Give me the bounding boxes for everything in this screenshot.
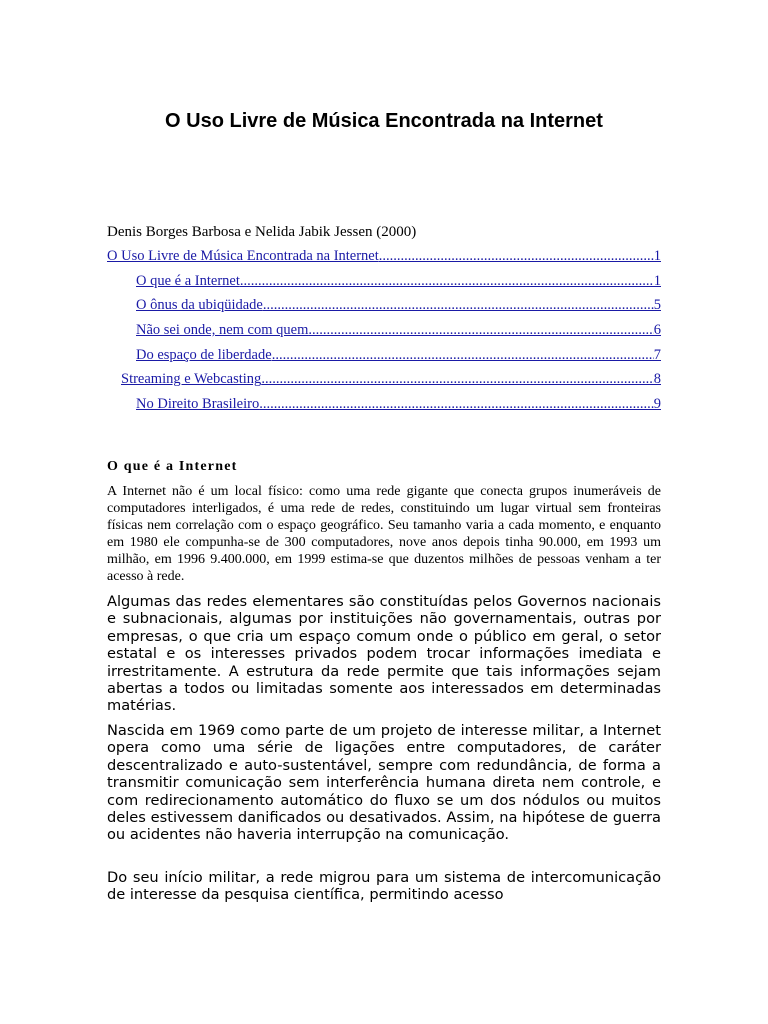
toc-entry-direito-brasileiro[interactable]: [107, 396, 661, 421]
paragraph-1: A Internet não é um local físico: como uma rede gigante que conecta grupos inumeráveis de computadores interligados, é uma rede de redes, constituindo um lugar virtual sem fronteiras físicas nem correlação com o espaço geográfico. Seu tamanho varia a cada momento, e enquanto em 1980 ele compunha-se de 300 computadores, nove anos depois tinha 90.000, em 1993 um milhão, em 1996 9.400.000, em 1999 estima-se que duzentos milhões de pessoas venham a ter acesso à rede.: [107, 484, 661, 584]
toc-leader: [240, 273, 654, 290]
document-title: O Uso Livre de Música Encontrada na Internet: [165, 110, 603, 132]
toc-page-number: 1: [653, 272, 661, 289]
toc-page-number: 5: [653, 297, 661, 314]
authors-line: Denis Borges Barbosa e Nelida Jabik Jessen (2000): [107, 224, 417, 240]
toc-page-number: 9: [653, 396, 661, 413]
paragraph-4: Do seu início militar, a rede migrou para um sistema de intercomunicação de interesse da pesquisa científica, permitindo acesso: [107, 869, 661, 904]
toc-entry-streaming-webcasting[interactable]: [107, 371, 661, 396]
toc-entry-label: Não sei onde, nem com quem: [136, 322, 309, 339]
toc-leader: [261, 371, 653, 388]
toc-entry-onus-da-ubiquidade[interactable]: [107, 297, 661, 322]
toc-leader: [379, 248, 654, 265]
toc-entry-label: O ônus da ubiqüidade: [136, 297, 263, 314]
toc-page-number: 8: [653, 371, 661, 388]
toc-leader: [263, 297, 654, 314]
toc-entry-main-title[interactable]: [107, 248, 661, 273]
toc-leader: [272, 347, 654, 364]
toc-leader: [259, 396, 654, 413]
toc-entry-label: Streaming e Webcasting: [121, 371, 262, 388]
toc-entry-o-que-e-a-internet[interactable]: [107, 273, 661, 298]
toc-page-number: 1: [653, 248, 661, 264]
toc-leader: [308, 322, 653, 339]
toc-page-number: 7: [653, 346, 661, 363]
table-of-contents: [107, 248, 661, 421]
paragraph-3: Nascida em 1969 como parte de um projeto de interesse militar, a Internet opera como uma série de ligações entre computadores, de caráter descentralizado e auto-sustentável, sempre com redundância, de forma a transmitir comunicação sem interferência humana direta nem controle, e com redirecionamento automático do fluxo se um dos nódulos ou muitos deles estivessem danificados ou desativados. Assim, na hipótese de guerra ou acidentes não haveria interrupção na comunicação.: [107, 722, 661, 844]
toc-entry-espaco-de-liberdade[interactable]: [107, 347, 661, 372]
section-heading: O que é a Internet: [107, 459, 238, 474]
toc-entry-nao-sei-onde[interactable]: [107, 322, 661, 347]
toc-entry-label: Do espaço de liberdade: [136, 346, 272, 363]
toc-entry-label: O Uso Livre de Música Encontrada na Internet: [107, 248, 379, 264]
toc-page-number: 6: [653, 322, 661, 339]
paragraph-2: Algumas das redes elementares são constituídas pelos Governos nacionais e subnacionais, algumas por instituições não governamentais, outras por empresas, o que cria um espaço comum onde o público em geral, o setor estatal e os interesses privados podem trocar informações imediata e irrestritamente. A estrutura da rede permite que tais informações sejam abertas a todos ou limitadas somente aos interessados em determinadas matérias.: [107, 593, 661, 715]
toc-entry-label: O que é a Internet: [136, 272, 240, 289]
toc-entry-label: No Direito Brasileiro: [136, 396, 260, 413]
